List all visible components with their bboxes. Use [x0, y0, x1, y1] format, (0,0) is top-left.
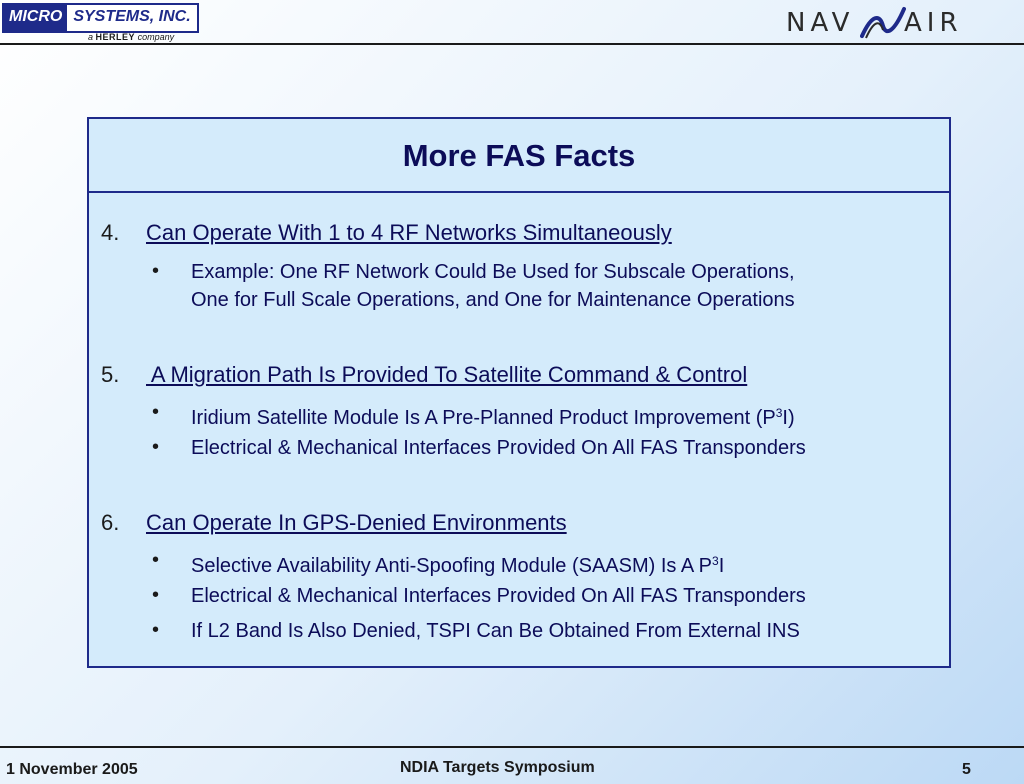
header-divider — [0, 43, 1024, 45]
bullet-item: Electrical & Mechanical Interfaces Provided On All FAS Transponders — [191, 437, 806, 459]
bullet-item: If L2 Band Is Also Denied, TSPI Can Be Obtained From External INS — [191, 620, 800, 642]
bullet-icon: • — [152, 260, 160, 282]
footer-date: 1 November 2005 — [6, 761, 138, 778]
bullet-icon: • — [152, 619, 160, 641]
footer-divider — [0, 746, 1024, 748]
footer-event: NDIA Targets Symposium — [400, 759, 595, 776]
fact-number: 5. — [101, 362, 120, 387]
fact-number: 4. — [101, 220, 120, 245]
bullet-text-part: Iridium Satellite Module Is A Pre-Planned Product Improvement (P — [191, 407, 776, 429]
fact-heading: A Migration Path Is Provided To Satellite Command & Control — [146, 362, 748, 387]
logo-word-systems: SYSTEMS, INC. — [73, 8, 191, 25]
micro-systems-wordmark — [2, 3, 199, 33]
logo-sub-brand: HERLEY — [95, 32, 136, 42]
bullet-icon: • — [152, 436, 160, 458]
superscript: 3 — [712, 554, 719, 568]
bullet-icon: • — [152, 584, 160, 606]
navair-left-text: NAV — [786, 8, 855, 38]
micro-systems-logo — [2, 3, 212, 43]
bullet-item — [191, 258, 795, 314]
navair-right-text: AIR — [904, 8, 963, 38]
navair-swoosh-icon — [860, 6, 906, 40]
navair-logo — [786, 6, 996, 40]
bullet-line: One for Full Scale Operations, and One for Maintenance Operations — [191, 289, 795, 311]
title-bar — [89, 119, 949, 193]
bullet-item — [191, 547, 724, 580]
logo-word-micro: MICRO — [4, 5, 67, 31]
fact-number: 6. — [101, 510, 120, 535]
logo-sub-suffix: company — [137, 32, 175, 42]
bullet-text-part: I — [718, 555, 725, 577]
bullet-text-part: I) — [782, 407, 795, 429]
superscript: 3 — [775, 406, 783, 420]
fact-heading: Can Operate In GPS-Denied Environments — [146, 510, 567, 535]
bullet-line: Example: One RF Network Could Be Used for Subscale Operations, — [191, 261, 795, 283]
bullet-icon: • — [152, 549, 160, 571]
content-panel — [87, 117, 951, 668]
logo-subtitle — [88, 32, 174, 42]
page-number: 5 — [962, 761, 971, 778]
bullet-text-part: Selective Availability Anti-Spoofing Module (SAASM) Is A P — [191, 555, 713, 577]
slide-header — [0, 0, 1024, 46]
slide-title: More FAS Facts — [402, 138, 636, 173]
logo-sub-prefix: a — [88, 32, 94, 42]
bullet-icon: • — [152, 401, 160, 423]
bullet-item — [191, 399, 795, 432]
fact-heading: Can Operate With 1 to 4 RF Networks Simultaneously — [146, 220, 672, 245]
bullet-item: Electrical & Mechanical Interfaces Provided On All FAS Transponders — [191, 585, 806, 607]
